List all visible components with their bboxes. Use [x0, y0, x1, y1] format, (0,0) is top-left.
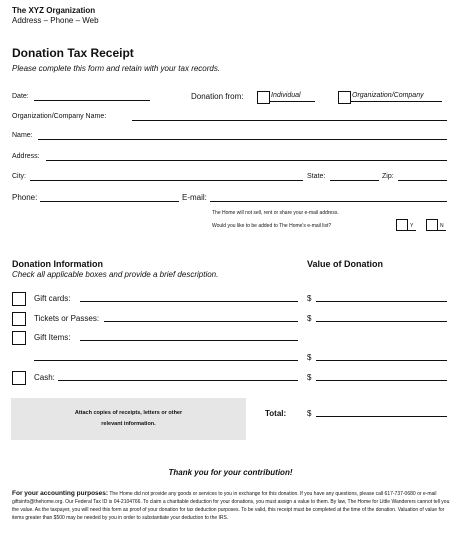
individual-underline	[269, 101, 315, 102]
city-label: City:	[12, 173, 26, 180]
currency-symbol: $	[307, 409, 312, 418]
organization-company-label: Organization/Company	[352, 92, 424, 99]
donation-section-title: Donation Information	[12, 259, 103, 269]
organization-checkbox[interactable]	[338, 91, 351, 104]
total-value[interactable]	[316, 416, 447, 417]
form-title: Donation Tax Receipt	[12, 46, 134, 60]
tickets-checkbox[interactable]	[12, 312, 26, 326]
address-field[interactable]	[46, 160, 447, 161]
org-company-name-label: Organization/Company Name:	[12, 113, 107, 120]
phone-label: Phone:	[12, 193, 38, 202]
gift-cards-checkbox[interactable]	[12, 292, 26, 306]
gift-cards-description[interactable]	[80, 301, 298, 302]
gift-cards-label: Gift cards:	[34, 294, 71, 303]
gift-items-description-2[interactable]	[34, 360, 298, 361]
email-label: E-mail:	[182, 193, 207, 202]
mailing-no-checkbox[interactable]	[426, 219, 438, 231]
cash-description[interactable]	[58, 380, 298, 381]
email-field[interactable]	[210, 201, 447, 202]
currency-symbol: $	[307, 373, 312, 382]
attach-note-line1: Attach copies of receipts, letters or other	[74, 410, 183, 416]
date-field[interactable]	[34, 100, 150, 101]
footer-text-2: To claim a charitable deduction for your donations, you must assign a value to them. By law, The Home for Little Wanderers cannot tell you the value. As the taxpayer, you will need this form as proof of your donation for tax deduction purposes. To be valid, this receipt must be completed at the time of the donation. Valuation of value for items greater than $500 may be needed by you in order to substantiate your deduction to the IRS.	[12, 499, 450, 521]
tickets-description[interactable]	[104, 321, 298, 322]
gift-items-value[interactable]	[316, 360, 447, 361]
state-field[interactable]	[330, 180, 379, 181]
attach-note-line2: relevant information.	[101, 421, 156, 427]
gift-cards-value[interactable]	[316, 301, 447, 302]
state-label: State:	[307, 173, 326, 180]
cash-label: Cash:	[34, 373, 55, 382]
name-field[interactable]	[38, 139, 447, 140]
phone-field[interactable]	[40, 201, 179, 202]
gift-items-description[interactable]	[80, 340, 298, 341]
city-field[interactable]	[30, 180, 303, 181]
currency-symbol: $	[307, 294, 312, 303]
no-underline	[438, 230, 446, 231]
accounting-footer	[12, 490, 452, 522]
attach-note	[11, 408, 246, 430]
currency-symbol: $	[307, 314, 312, 323]
date-label: Date:	[12, 93, 29, 100]
cash-value[interactable]	[316, 380, 447, 381]
name-label: Name:	[12, 132, 33, 139]
org-name: The XYZ Organization	[12, 6, 96, 15]
organization-underline	[350, 101, 442, 102]
zip-field[interactable]	[398, 180, 447, 181]
footer-text: The Home did not provide any goods or services to you in exchange for this donation. If you have any questions, please call 617-737-0680 or e-mail giftsinfo@thehome.org. Our Federal Tax ID is 04-2104766.	[12, 491, 437, 505]
org-contact: Address – Phone – Web	[12, 16, 99, 25]
gift-items-checkbox[interactable]	[12, 331, 26, 345]
individual-checkbox[interactable]	[257, 91, 270, 104]
donation-section-sub: Check all applicable boxes and provide a brief description.	[12, 270, 219, 279]
mailing-yes-checkbox[interactable]	[396, 219, 408, 231]
tickets-label: Tickets or Passes:	[34, 314, 100, 323]
thank-you-message: Thank you for your contribution!	[168, 468, 293, 477]
attach-note-box	[11, 398, 246, 440]
cash-checkbox[interactable]	[12, 371, 26, 385]
individual-label: Individual	[271, 92, 301, 99]
zip-label: Zip:	[382, 173, 394, 180]
org-company-name-field[interactable]	[132, 120, 447, 121]
donation-from-label: Donation from:	[191, 92, 244, 101]
address-label: Address:	[12, 153, 40, 160]
total-label: Total:	[265, 409, 287, 418]
footer-bold: For your accounting purposes:	[12, 490, 109, 497]
value-title: Value of Donation	[307, 259, 384, 269]
form-subtitle: Please complete this form and retain with your tax records.	[12, 64, 221, 73]
mailing-yes-label: Y	[410, 223, 414, 229]
tickets-value[interactable]	[316, 321, 447, 322]
gift-items-label: Gift Items:	[34, 333, 71, 342]
yes-underline	[408, 230, 416, 231]
currency-symbol: $	[307, 353, 312, 362]
mailing-question: Would you like to be added to The Home's e-mail list?	[212, 223, 332, 229]
mailing-no-label: N	[440, 223, 444, 229]
privacy-note: The Home will not sell, rent or share your e-mail address.	[212, 210, 339, 216]
